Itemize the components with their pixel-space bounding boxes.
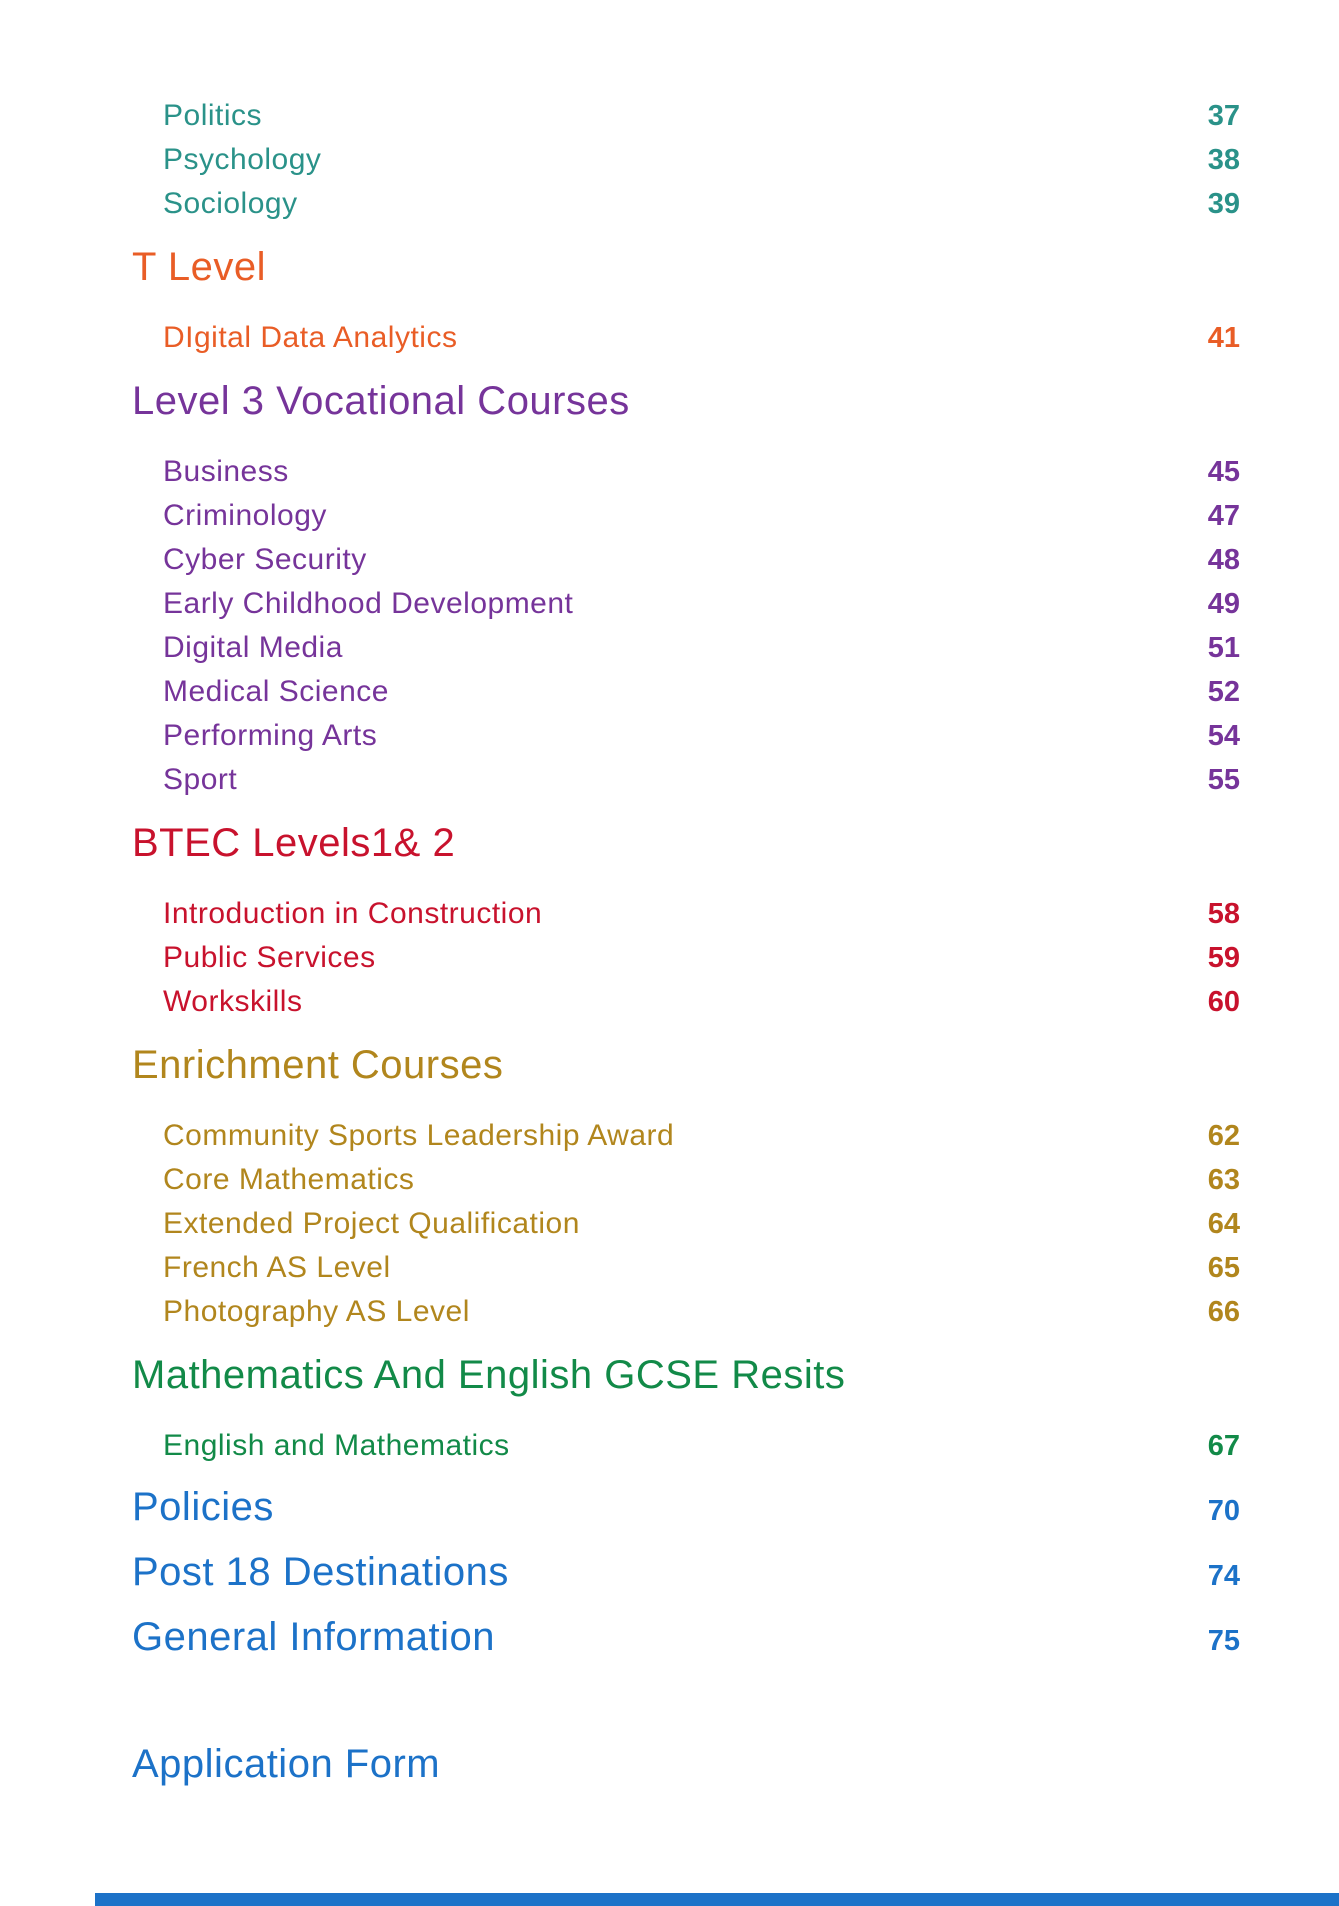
toc-entry-label: Early Childhood Development xyxy=(163,587,574,620)
toc-entry-label: English and Mathematics xyxy=(163,1429,510,1462)
page-number: 55 xyxy=(1207,764,1240,796)
section-heading-label: Application Form xyxy=(132,1742,441,1786)
page-number: 48 xyxy=(1207,544,1240,576)
toc-entry-label: Community Sports Leadership Award xyxy=(163,1119,675,1152)
toc-entry xyxy=(132,892,1240,936)
toc-entry xyxy=(132,1114,1240,1158)
page-number: 51 xyxy=(1207,632,1240,664)
page-number: 41 xyxy=(1207,322,1240,354)
toc-entry xyxy=(132,1424,1240,1468)
toc-entry-label: Digital Media xyxy=(163,631,343,664)
heading-policies xyxy=(132,1481,1240,1533)
toc-entry-label: Business xyxy=(163,455,289,488)
page-number: 70 xyxy=(1207,1495,1240,1527)
toc-entry-label: Sociology xyxy=(163,187,298,220)
toc-entry-label: Core Mathematics xyxy=(163,1163,415,1196)
page-number: 54 xyxy=(1207,720,1240,752)
page-number: 58 xyxy=(1207,898,1240,930)
page-number: 47 xyxy=(1207,500,1240,532)
toc-entry xyxy=(132,980,1240,1024)
toc-entry xyxy=(132,1246,1240,1290)
toc-entry-label: Medical Science xyxy=(163,675,389,708)
heading-enrichment-courses xyxy=(132,1039,1240,1091)
toc-entry xyxy=(132,936,1240,980)
toc-entry-label: French AS Level xyxy=(163,1251,391,1284)
page-number: 60 xyxy=(1207,986,1240,1018)
page-number: 39 xyxy=(1207,188,1240,220)
page-number: 37 xyxy=(1207,100,1240,132)
page-number: 59 xyxy=(1207,942,1240,974)
toc-entry xyxy=(132,316,1240,360)
toc-entry xyxy=(132,182,1240,226)
toc-entry-label: DIgital Data Analytics xyxy=(163,321,458,354)
footer-accent-bar xyxy=(95,1893,1339,1906)
toc-entry xyxy=(132,582,1240,626)
toc-entry xyxy=(132,1290,1240,1334)
toc-entry xyxy=(132,450,1240,494)
page-number: 49 xyxy=(1207,588,1240,620)
heading-application-form xyxy=(132,1738,1240,1790)
toc-entry xyxy=(132,94,1240,138)
toc-entry xyxy=(132,1202,1240,1246)
toc-entry-label: Cyber Security xyxy=(163,543,367,576)
page-number: 52 xyxy=(1207,676,1240,708)
section-heading-label: T Level xyxy=(132,245,266,289)
toc-entry-label: Performing Arts xyxy=(163,719,378,752)
toc-entry xyxy=(132,138,1240,182)
table-of-contents xyxy=(132,94,1240,1813)
page-number: 65 xyxy=(1207,1252,1240,1284)
heading-post-18-destinations xyxy=(132,1546,1240,1598)
toc-entry-label: Politics xyxy=(163,99,263,132)
toc-entry-label: Criminology xyxy=(163,499,327,532)
toc-entry xyxy=(132,626,1240,670)
section-heading-label: BTEC Levels1& 2 xyxy=(132,821,456,865)
section-heading-label: Post 18 Destinations xyxy=(132,1550,509,1594)
heading-btec-levels-1-2 xyxy=(132,817,1240,869)
section-heading-label: Mathematics And English GCSE Resits xyxy=(132,1353,846,1397)
toc-entry-label: Extended Project Qualification xyxy=(163,1207,580,1240)
section-heading-label: Enrichment Courses xyxy=(132,1043,504,1087)
page-number: 67 xyxy=(1207,1430,1240,1462)
toc-entry-label: Workskills xyxy=(163,985,303,1018)
page-number: 75 xyxy=(1207,1625,1240,1657)
page-number: 64 xyxy=(1207,1208,1240,1240)
toc-entry xyxy=(132,670,1240,714)
page-number: 74 xyxy=(1207,1560,1240,1592)
toc-entry xyxy=(132,538,1240,582)
toc-entry xyxy=(132,714,1240,758)
page-number: 45 xyxy=(1207,456,1240,488)
page-number: 38 xyxy=(1207,144,1240,176)
toc-entry-label: Introduction in Construction xyxy=(163,897,543,930)
toc-entry-label: Psychology xyxy=(163,143,322,176)
toc-entry xyxy=(132,1158,1240,1202)
page-number: 63 xyxy=(1207,1164,1240,1196)
toc-entry xyxy=(132,494,1240,538)
heading-maths-english-gcse-resits xyxy=(132,1349,1240,1401)
heading-t-level xyxy=(132,241,1240,293)
section-heading-label: Policies xyxy=(132,1485,274,1529)
section-heading-label: General Information xyxy=(132,1615,496,1659)
toc-entry-label: Sport xyxy=(163,763,238,796)
page-number: 62 xyxy=(1207,1120,1240,1152)
toc-entry xyxy=(132,758,1240,802)
toc-entry-label: Photography AS Level xyxy=(163,1295,470,1328)
section-heading-label: Level 3 Vocational Courses xyxy=(132,379,630,423)
heading-general-information xyxy=(132,1611,1240,1663)
toc-entry-label: Public Services xyxy=(163,941,376,974)
heading-level-3-vocational-courses xyxy=(132,375,1240,427)
page-number: 66 xyxy=(1207,1296,1240,1328)
